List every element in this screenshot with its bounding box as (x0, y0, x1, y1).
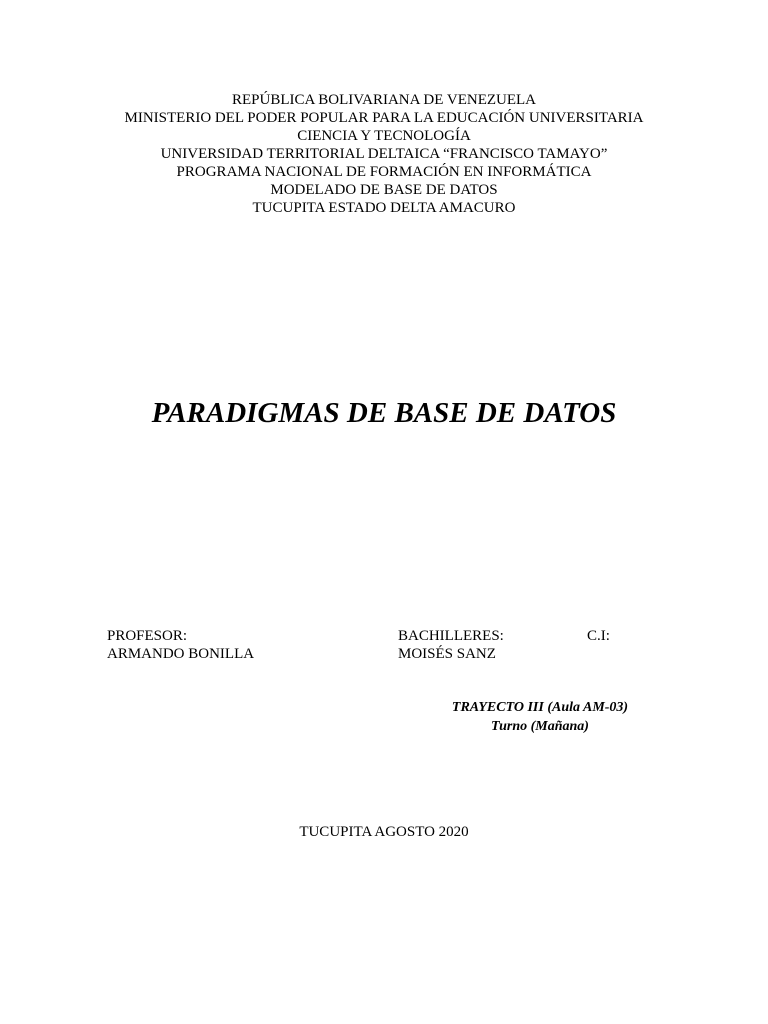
header-line-course: MODELADO DE BASE DE DATOS (270, 182, 498, 198)
ci-label: C.I: (587, 628, 610, 644)
header-line-science: CIENCIA Y TECNOLOGÍA (297, 128, 471, 144)
footer-date: TUCUPITA AGOSTO 2020 (299, 824, 469, 840)
institution-header (0, 91, 768, 217)
trayecto-line: TRAYECTO III (Aula AM-03) (451, 700, 629, 715)
profesor-name: ARMANDO BONILLA (107, 646, 255, 662)
turno-line: Turno (Mañana) (491, 719, 589, 734)
header-line-republic: REPÚBLICA BOLIVARIANA DE VENEZUELA (231, 92, 537, 108)
bachilleres-name: MOISÉS SANZ (398, 646, 496, 662)
header-line-location: TUCUPITA ESTADO DELTA AMACURO (252, 200, 516, 216)
header-line-ministry: MINISTERIO DEL PODER POPULAR PARA LA EDUCACIÓN UNIVERSITARIA (124, 110, 644, 126)
document-title: PARADIGMAS DE BASE DE DATOS (151, 397, 617, 429)
header-line-program: PROGRAMA NACIONAL DE FORMACIÓN EN INFORMÁTICA (176, 164, 592, 180)
bachilleres-label: BACHILLERES: (398, 628, 504, 644)
header-line-university: UNIVERSIDAD TERRITORIAL DELTAICA “FRANCISCO TAMAYO” (160, 146, 608, 162)
trayecto-block (400, 698, 680, 736)
profesor-label: PROFESOR: (107, 628, 188, 644)
